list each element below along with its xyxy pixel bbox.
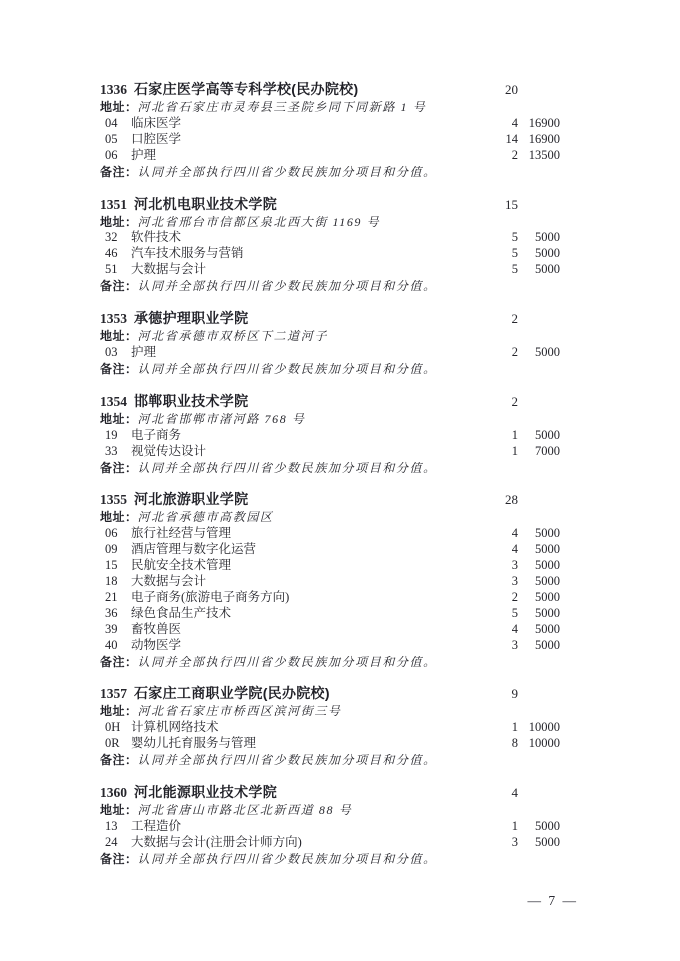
remark-row bbox=[100, 851, 560, 868]
major-name-cell bbox=[100, 444, 478, 460]
remark-label: 备注： bbox=[100, 753, 138, 768]
major-name-cell bbox=[100, 132, 478, 148]
major-name: 工程造价 bbox=[131, 819, 182, 833]
school-block bbox=[100, 685, 560, 769]
major-name: 电子商务(旅游电子商务方向) bbox=[131, 589, 290, 604]
school-remark: 认同并全部执行四川省少数民族加分项目和分值。 bbox=[137, 654, 437, 669]
remark-row bbox=[100, 752, 560, 769]
major-code: 32 bbox=[105, 230, 118, 245]
page-number: — 7 — bbox=[527, 893, 578, 908]
major-count: 2 bbox=[511, 147, 518, 162]
major-row bbox=[100, 590, 560, 606]
major-row bbox=[100, 736, 560, 752]
major-count: 1 bbox=[511, 427, 518, 442]
major-code: 18 bbox=[105, 574, 118, 589]
address-label: 地址： bbox=[100, 100, 138, 114]
major-code: 39 bbox=[105, 621, 118, 636]
school-plan-count: 20 bbox=[505, 82, 518, 97]
major-code: 13 bbox=[105, 819, 118, 833]
school-address: 河北省邢台市信都区泉北西大街 1169 号 bbox=[137, 214, 381, 229]
major-name: 旅行社经营与管理 bbox=[131, 526, 232, 541]
major-tuition: 5000 bbox=[535, 427, 560, 442]
major-row bbox=[100, 428, 560, 444]
school-code: 1357 bbox=[100, 686, 127, 702]
address-label: 地址： bbox=[100, 214, 138, 229]
major-tuition: 5000 bbox=[535, 526, 560, 541]
school-header bbox=[100, 81, 560, 98]
major-count: 4 bbox=[511, 621, 518, 636]
school-code: 1351 bbox=[100, 196, 127, 212]
school-remark: 认同并全部执行四川省少数民族加分项目和分值。 bbox=[137, 279, 437, 294]
address-row bbox=[100, 802, 560, 819]
major-row bbox=[100, 819, 560, 835]
address-label: 地址： bbox=[100, 510, 138, 525]
major-count: 4 bbox=[511, 115, 518, 130]
remark-row bbox=[100, 278, 560, 295]
major-count: 2 bbox=[511, 344, 518, 359]
major-name: 大数据与会计(注册会计师方向) bbox=[131, 834, 302, 849]
major-tuition: 5000 bbox=[535, 621, 560, 636]
school-block bbox=[100, 784, 560, 868]
major-row bbox=[100, 606, 560, 622]
major-count: 2 bbox=[511, 589, 518, 604]
major-row bbox=[100, 246, 560, 262]
school-title bbox=[100, 784, 478, 801]
major-name: 婴幼儿托育服务与管理 bbox=[131, 736, 257, 751]
major-count: 3 bbox=[511, 637, 518, 652]
school-block bbox=[100, 81, 560, 181]
major-code: 06 bbox=[105, 147, 118, 162]
major-row bbox=[100, 345, 560, 361]
address-label: 地址： bbox=[100, 411, 138, 426]
major-code: 03 bbox=[105, 344, 118, 359]
school-name: 石家庄工商职业学院(民办院校) bbox=[134, 685, 330, 702]
major-name: 口腔医学 bbox=[131, 131, 182, 146]
major-name-cell bbox=[100, 526, 478, 542]
major-name-cell bbox=[100, 835, 478, 851]
major-tuition: 5000 bbox=[535, 574, 560, 589]
school-address: 河北省承德市高教园区 bbox=[137, 510, 274, 525]
remark-label: 备注： bbox=[100, 654, 138, 669]
major-name-cell bbox=[100, 428, 478, 444]
major-name: 酒店管理与数字化运营 bbox=[131, 542, 257, 557]
major-name-cell bbox=[100, 246, 478, 262]
address-row bbox=[100, 99, 560, 116]
remark-label: 备注： bbox=[100, 851, 138, 866]
remark-label: 备注： bbox=[100, 460, 138, 475]
major-name-cell bbox=[100, 262, 478, 278]
major-tuition: 5000 bbox=[535, 637, 560, 652]
major-row bbox=[100, 638, 560, 654]
major-name-cell bbox=[100, 230, 478, 246]
school-plan-count: 9 bbox=[511, 686, 518, 702]
major-row bbox=[100, 558, 560, 574]
major-name: 大数据与会计 bbox=[131, 574, 207, 589]
school-header bbox=[100, 310, 560, 327]
major-count: 4 bbox=[511, 542, 518, 557]
school-name: 邯郸职业技术学院 bbox=[134, 392, 249, 409]
major-code: 0H bbox=[105, 720, 121, 735]
school-address: 河北省石家庄市灵寿县三圣院乡同下同新路 1 号 bbox=[137, 100, 427, 114]
school-name: 河北机电职业技术学院 bbox=[134, 195, 277, 212]
school-address: 河北省承德市双桥区下二道河子 bbox=[137, 329, 328, 344]
address-row bbox=[100, 214, 560, 231]
major-count: 5 bbox=[511, 605, 518, 620]
admission-plan-list bbox=[100, 81, 560, 883]
major-row bbox=[100, 835, 560, 851]
address-label: 地址： bbox=[100, 704, 138, 719]
remark-label: 备注： bbox=[100, 279, 138, 294]
major-row bbox=[100, 262, 560, 278]
major-tuition: 5000 bbox=[535, 542, 560, 557]
school-remark: 认同并全部执行四川省少数民族加分项目和分值。 bbox=[137, 851, 437, 866]
major-row bbox=[100, 622, 560, 638]
major-code: 51 bbox=[105, 262, 118, 277]
school-remark: 认同并全部执行四川省少数民族加分项目和分值。 bbox=[137, 460, 437, 475]
school-code: 1360 bbox=[100, 785, 127, 801]
school-block bbox=[100, 196, 560, 296]
school-name: 承德护理职业学院 bbox=[134, 310, 249, 327]
school-title bbox=[100, 685, 478, 702]
major-name-cell bbox=[100, 720, 478, 736]
major-name-cell bbox=[100, 819, 478, 835]
school-code: 1355 bbox=[100, 492, 127, 508]
school-name: 河北能源职业技术学院 bbox=[134, 784, 277, 801]
school-code: 1354 bbox=[100, 393, 127, 409]
school-code: 1336 bbox=[100, 82, 127, 97]
major-name-cell bbox=[100, 574, 478, 590]
major-count: 5 bbox=[511, 230, 518, 245]
major-tuition: 13500 bbox=[528, 147, 560, 162]
major-count: 1 bbox=[511, 443, 518, 458]
major-name-cell bbox=[100, 116, 478, 132]
major-count: 14 bbox=[505, 131, 518, 146]
major-tuition: 5000 bbox=[535, 558, 560, 573]
major-row bbox=[100, 574, 560, 590]
school-plan-count: 2 bbox=[511, 311, 518, 327]
school-title bbox=[100, 81, 478, 98]
school-header bbox=[100, 196, 560, 213]
major-row bbox=[100, 444, 560, 460]
major-name: 临床医学 bbox=[131, 115, 182, 130]
major-count: 5 bbox=[511, 246, 518, 261]
school-code: 1353 bbox=[100, 311, 127, 327]
major-count: 1 bbox=[511, 720, 518, 735]
major-row bbox=[100, 116, 560, 132]
major-code: 24 bbox=[105, 834, 118, 849]
school-plan-count: 4 bbox=[511, 785, 518, 801]
school-header bbox=[100, 685, 560, 702]
major-code: 40 bbox=[105, 637, 118, 652]
major-tuition: 10000 bbox=[528, 720, 560, 735]
major-code: 0R bbox=[105, 736, 120, 751]
school-header bbox=[100, 491, 560, 508]
school-address: 河北省唐山市路北区北新西道 88 号 bbox=[137, 803, 353, 818]
remark-row bbox=[100, 460, 560, 477]
school-title bbox=[100, 393, 478, 410]
school-remark: 认同并全部执行四川省少数民族加分项目和分值。 bbox=[137, 753, 437, 768]
major-row bbox=[100, 148, 560, 164]
remark-row bbox=[100, 361, 560, 378]
major-code: 06 bbox=[105, 526, 118, 541]
major-name-cell bbox=[100, 542, 478, 558]
school-plan-count: 28 bbox=[505, 492, 518, 508]
address-row bbox=[100, 411, 560, 428]
remark-label: 备注： bbox=[100, 361, 138, 376]
major-code: 46 bbox=[105, 246, 118, 261]
major-code: 19 bbox=[105, 427, 118, 442]
major-code: 36 bbox=[105, 605, 118, 620]
major-code: 21 bbox=[105, 589, 118, 604]
school-title bbox=[100, 491, 478, 508]
school-title bbox=[100, 310, 478, 327]
major-name-cell bbox=[100, 638, 478, 654]
major-tuition: 16900 bbox=[528, 115, 560, 130]
major-name-cell bbox=[100, 622, 478, 638]
major-name-cell bbox=[100, 148, 478, 164]
major-name: 护理 bbox=[131, 147, 157, 162]
major-tuition: 5000 bbox=[535, 262, 560, 277]
major-name: 计算机网络技术 bbox=[131, 720, 219, 735]
major-name-cell bbox=[100, 606, 478, 622]
school-remark: 认同并全部执行四川省少数民族加分项目和分值。 bbox=[137, 361, 437, 376]
school-block bbox=[100, 491, 560, 670]
school-header bbox=[100, 784, 560, 801]
major-name: 大数据与会计 bbox=[131, 262, 207, 277]
major-code: 33 bbox=[105, 443, 118, 458]
major-row bbox=[100, 132, 560, 148]
major-count: 5 bbox=[511, 262, 518, 277]
major-code: 09 bbox=[105, 542, 118, 557]
major-count: 4 bbox=[511, 526, 518, 541]
major-tuition: 5000 bbox=[535, 819, 560, 833]
major-count: 8 bbox=[511, 736, 518, 751]
major-name-cell bbox=[100, 558, 478, 574]
school-name: 河北旅游职业学院 bbox=[134, 491, 249, 508]
major-name-cell bbox=[100, 345, 478, 361]
major-name-cell bbox=[100, 736, 478, 752]
major-tuition: 10000 bbox=[528, 736, 560, 751]
major-row bbox=[100, 542, 560, 558]
major-name: 动物医学 bbox=[131, 637, 182, 652]
major-count: 1 bbox=[511, 819, 518, 833]
major-code: 05 bbox=[105, 131, 118, 146]
school-block bbox=[100, 310, 560, 378]
major-name: 民航安全技术管理 bbox=[131, 558, 232, 573]
address-label: 地址： bbox=[100, 329, 138, 344]
school-block bbox=[100, 393, 560, 477]
remark-label: 备注： bbox=[100, 164, 138, 179]
school-remark: 认同并全部执行四川省少数民族加分项目和分值。 bbox=[137, 164, 437, 179]
school-plan-count: 2 bbox=[511, 393, 518, 409]
major-code: 15 bbox=[105, 558, 118, 573]
address-row bbox=[100, 509, 560, 526]
school-title bbox=[100, 196, 478, 213]
address-row bbox=[100, 703, 560, 720]
school-address: 河北省石家庄市桥西区滨河街三号 bbox=[137, 704, 342, 719]
major-name: 电子商务 bbox=[131, 427, 182, 442]
major-name: 护理 bbox=[131, 344, 157, 359]
school-plan-count: 15 bbox=[505, 196, 518, 212]
major-name: 绿色食品生产技术 bbox=[131, 605, 232, 620]
major-count: 3 bbox=[511, 558, 518, 573]
major-row bbox=[100, 526, 560, 542]
major-tuition: 5000 bbox=[535, 605, 560, 620]
major-name: 视觉传达设计 bbox=[131, 443, 207, 458]
remark-row bbox=[100, 654, 560, 671]
major-tuition: 5000 bbox=[535, 834, 560, 849]
school-name: 石家庄医学高等专科学校(民办院校) bbox=[134, 81, 359, 97]
major-count: 3 bbox=[511, 574, 518, 589]
major-tuition: 5000 bbox=[535, 246, 560, 261]
major-tuition: 16900 bbox=[528, 131, 560, 146]
address-row bbox=[100, 328, 560, 345]
remark-row bbox=[100, 164, 560, 181]
major-tuition: 5000 bbox=[535, 589, 560, 604]
major-name: 畜牧兽医 bbox=[131, 621, 182, 636]
major-row bbox=[100, 720, 560, 736]
major-code: 04 bbox=[105, 115, 118, 130]
major-tuition: 7000 bbox=[535, 443, 560, 458]
major-tuition: 5000 bbox=[535, 230, 560, 245]
major-tuition: 5000 bbox=[535, 344, 560, 359]
address-label: 地址： bbox=[100, 803, 138, 818]
major-count: 3 bbox=[511, 834, 518, 849]
school-address: 河北省邯郸市渚河路 768 号 bbox=[137, 411, 306, 426]
major-name: 软件技术 bbox=[131, 230, 182, 245]
major-name: 汽车技术服务与营销 bbox=[131, 246, 244, 261]
major-name-cell bbox=[100, 590, 478, 606]
school-header bbox=[100, 393, 560, 410]
major-row bbox=[100, 230, 560, 246]
